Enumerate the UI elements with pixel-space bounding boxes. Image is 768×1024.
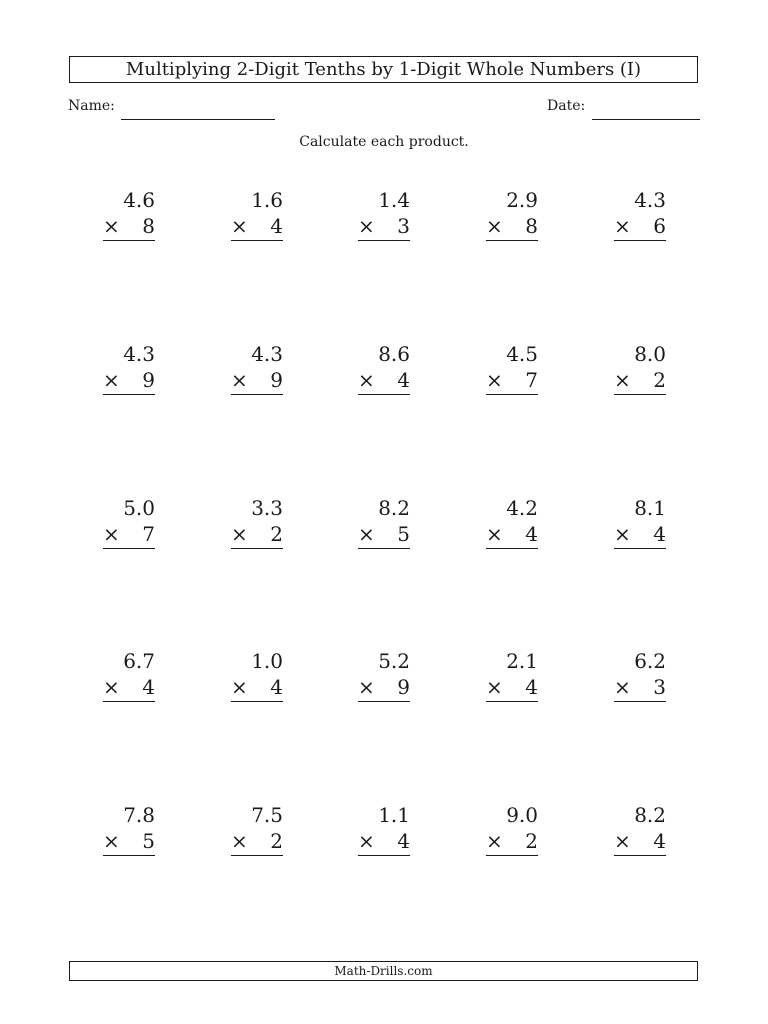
times-symbol: × — [486, 522, 503, 546]
multiplier: 5 — [142, 829, 155, 853]
multiplier: 7 — [142, 522, 155, 546]
problem-23 — [358, 802, 410, 856]
multiplier-row — [486, 828, 538, 854]
multiplier: 8 — [525, 214, 538, 238]
answer-line — [103, 240, 155, 241]
answer-line — [486, 855, 538, 856]
times-symbol: × — [358, 368, 375, 392]
multiplier-row — [614, 213, 666, 239]
worksheet-title: Multiplying 2-Digit Tenths by 1-Digit Whole Numbers (I) — [69, 56, 698, 83]
answer-line — [614, 855, 666, 856]
multiplicand: 8.0 — [634, 342, 666, 366]
problem-20 — [614, 648, 666, 702]
problem-7 — [231, 341, 283, 395]
multiplier-row — [614, 828, 666, 854]
problem-14 — [486, 495, 538, 549]
multiplier: 4 — [525, 675, 538, 699]
multiplicand: 5.0 — [123, 496, 155, 520]
multiplicand: 4.3 — [634, 188, 666, 212]
multiplicand: 3.3 — [251, 496, 283, 520]
multiplier-row — [103, 828, 155, 854]
multiplier: 8 — [142, 214, 155, 238]
multiplicand: 5.2 — [378, 649, 410, 673]
answer-line — [103, 394, 155, 395]
multiplier-row — [231, 828, 283, 854]
multiplicand: 8.2 — [378, 496, 410, 520]
problem-11 — [103, 495, 155, 549]
problem-8 — [358, 341, 410, 395]
times-symbol: × — [358, 675, 375, 699]
answer-line — [486, 394, 538, 395]
multiplier-row — [231, 674, 283, 700]
answer-line — [358, 240, 410, 241]
times-symbol: × — [614, 214, 631, 238]
answer-line — [231, 548, 283, 549]
problem-19 — [486, 648, 538, 702]
problem-6 — [103, 341, 155, 395]
multiplier: 9 — [270, 368, 283, 392]
multiplier-row — [486, 521, 538, 547]
multiplicand: 6.7 — [123, 649, 155, 673]
multiplier: 3 — [397, 214, 410, 238]
multiplicand: 7.8 — [123, 803, 155, 827]
multiplier-row — [103, 674, 155, 700]
problem-22 — [231, 802, 283, 856]
times-symbol: × — [614, 829, 631, 853]
multiplier: 4 — [653, 829, 666, 853]
multiplier: 2 — [270, 829, 283, 853]
times-symbol: × — [103, 829, 120, 853]
answer-line — [231, 394, 283, 395]
multiplier: 4 — [397, 829, 410, 853]
answer-line — [486, 701, 538, 702]
multiplicand: 2.9 — [506, 188, 538, 212]
multiplier: 2 — [270, 522, 283, 546]
multiplier: 2 — [525, 829, 538, 853]
multiplier-row — [614, 674, 666, 700]
multiplicand: 1.6 — [251, 188, 283, 212]
times-symbol: × — [486, 675, 503, 699]
times-symbol: × — [358, 522, 375, 546]
multiplier-row — [358, 828, 410, 854]
times-symbol: × — [231, 829, 248, 853]
multiplicand: 2.1 — [506, 649, 538, 673]
times-symbol: × — [103, 214, 120, 238]
multiplier-row — [103, 521, 155, 547]
multiplicand: 7.5 — [251, 803, 283, 827]
problem-3 — [358, 187, 410, 241]
multiplier-row — [486, 674, 538, 700]
multiplier-row — [486, 367, 538, 393]
multiplier: 4 — [270, 214, 283, 238]
multiplicand: 8.2 — [634, 803, 666, 827]
multiplier: 9 — [142, 368, 155, 392]
problem-10 — [614, 341, 666, 395]
multiplier: 4 — [525, 522, 538, 546]
multiplier: 4 — [397, 368, 410, 392]
times-symbol: × — [358, 829, 375, 853]
answer-line — [614, 240, 666, 241]
problem-1 — [103, 187, 155, 241]
multiplier-row — [231, 367, 283, 393]
multiplicand: 1.0 — [251, 649, 283, 673]
multiplicand: 8.6 — [378, 342, 410, 366]
times-symbol: × — [231, 368, 248, 392]
times-symbol: × — [358, 214, 375, 238]
answer-line — [358, 548, 410, 549]
answer-line — [614, 548, 666, 549]
problem-18 — [358, 648, 410, 702]
problem-21 — [103, 802, 155, 856]
answer-line — [358, 701, 410, 702]
multiplicand: 8.1 — [634, 496, 666, 520]
times-symbol: × — [614, 368, 631, 392]
name-label: Name: — [68, 98, 115, 114]
multiplier: 7 — [525, 368, 538, 392]
times-symbol: × — [231, 522, 248, 546]
problem-12 — [231, 495, 283, 549]
answer-line — [486, 240, 538, 241]
multiplier-row — [358, 674, 410, 700]
multiplier-row — [103, 367, 155, 393]
multiplier-row — [358, 521, 410, 547]
multiplier-row — [614, 521, 666, 547]
multiplier-row — [103, 213, 155, 239]
problem-2 — [231, 187, 283, 241]
footer-source: Math-Drills.com — [69, 961, 698, 981]
times-symbol: × — [486, 214, 503, 238]
problem-13 — [358, 495, 410, 549]
answer-line — [103, 701, 155, 702]
problem-17 — [231, 648, 283, 702]
times-symbol: × — [614, 522, 631, 546]
multiplier: 3 — [653, 675, 666, 699]
answer-line — [358, 855, 410, 856]
problem-24 — [486, 802, 538, 856]
multiplicand: 4.5 — [506, 342, 538, 366]
problem-9 — [486, 341, 538, 395]
date-label: Date: — [547, 98, 586, 114]
answer-line — [103, 548, 155, 549]
problem-5 — [614, 187, 666, 241]
multiplicand: 1.1 — [378, 803, 410, 827]
answer-line — [231, 701, 283, 702]
multiplicand: 1.4 — [378, 188, 410, 212]
multiplicand: 4.3 — [251, 342, 283, 366]
times-symbol: × — [231, 675, 248, 699]
answer-line — [614, 701, 666, 702]
multiplier-row — [231, 521, 283, 547]
multiplier: 4 — [653, 522, 666, 546]
multiplier-row — [614, 367, 666, 393]
multiplicand: 4.6 — [123, 188, 155, 212]
times-symbol: × — [614, 675, 631, 699]
multiplier-row — [358, 367, 410, 393]
multiplicand: 4.2 — [506, 496, 538, 520]
problem-15 — [614, 495, 666, 549]
multiplier: 4 — [270, 675, 283, 699]
multiplier-row — [231, 213, 283, 239]
multiplier: 2 — [653, 368, 666, 392]
times-symbol: × — [486, 829, 503, 853]
problem-16 — [103, 648, 155, 702]
multiplicand: 6.2 — [634, 649, 666, 673]
multiplicand: 9.0 — [506, 803, 538, 827]
answer-line — [231, 855, 283, 856]
multiplier: 6 — [653, 214, 666, 238]
times-symbol: × — [103, 522, 120, 546]
times-symbol: × — [103, 675, 120, 699]
answer-line — [358, 394, 410, 395]
times-symbol: × — [486, 368, 503, 392]
problem-25 — [614, 802, 666, 856]
multiplier: 9 — [397, 675, 410, 699]
multiplier-row — [486, 213, 538, 239]
answer-line — [614, 394, 666, 395]
instructions: Calculate each product. — [299, 134, 469, 150]
multiplier: 5 — [397, 522, 410, 546]
problem-4 — [486, 187, 538, 241]
answer-line — [486, 548, 538, 549]
multiplier: 4 — [142, 675, 155, 699]
multiplier-row — [358, 213, 410, 239]
answer-line — [231, 240, 283, 241]
times-symbol: × — [231, 214, 248, 238]
multiplicand: 4.3 — [123, 342, 155, 366]
answer-line — [103, 855, 155, 856]
times-symbol: × — [103, 368, 120, 392]
